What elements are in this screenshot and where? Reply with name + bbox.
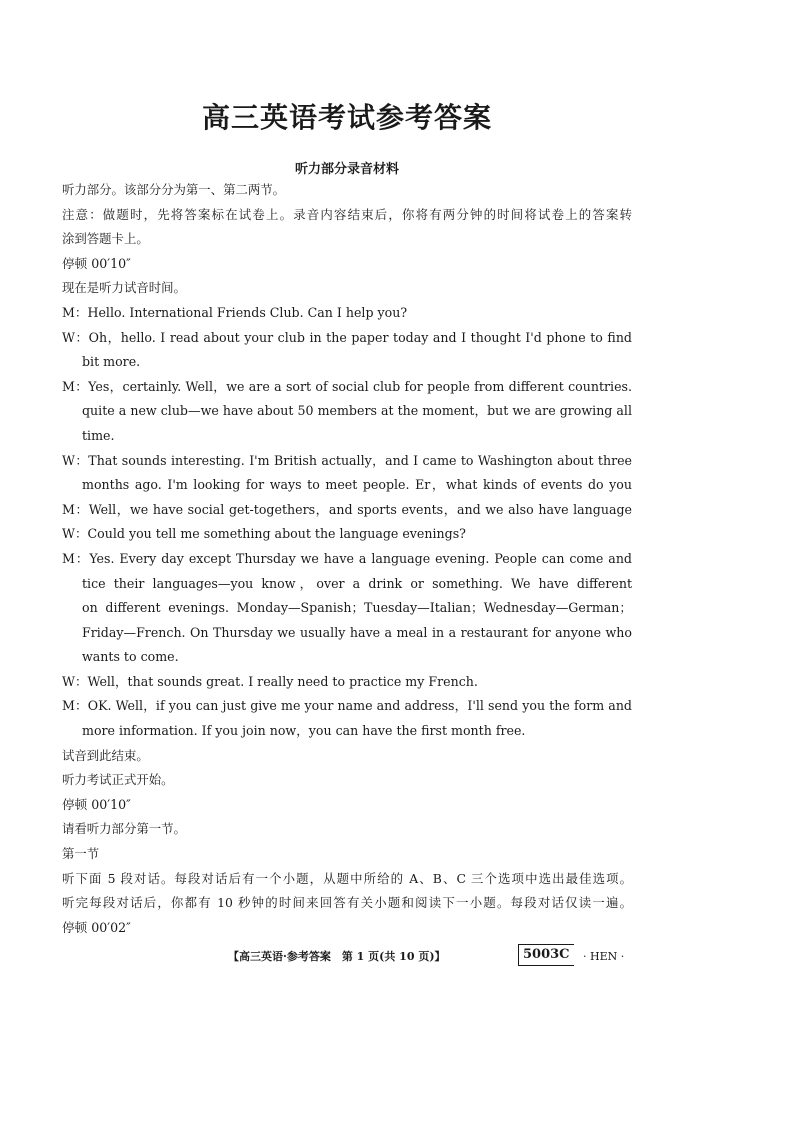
dialogue-line: bit more. (82, 354, 141, 370)
dialogue-line: months ago. I'm looking for ways to meet people. Er，what kinds of events do you (82, 477, 632, 493)
text-line: 听完每段对话后，你都有 10 秒钟的时间来回答有关小题和阅读下一小题。每段对话仅读一遍。 (62, 895, 632, 911)
text-line: 听力部分。该部分分为第一、第二两节。 (62, 182, 286, 197)
dialogue-line: W：That sounds interesting. I'm British actually，and I came to Washington about three (62, 452, 632, 468)
text-line: 涂到答题卡上。 (62, 231, 149, 247)
dialogue-line: quite a new club—we have about 50 members at the moment，but we are growing all (82, 403, 632, 419)
dialogue-line: W：Oh，hello. I read about your club in the paper today and I thought I'd phone to find (62, 329, 632, 345)
text-line: 听下面 5 段对话。每段对话后有一个小题，从题中所给的 A、B、C 三个选项中选出最佳选项。 (62, 870, 632, 886)
pause-marker: 停顿 00′10″ (62, 255, 131, 271)
transcript-body (62, 178, 632, 940)
section-title: 听力部分录音材料 (294, 162, 399, 177)
text-line: 请看听力部分第一节。 (62, 821, 186, 837)
text-line: 现在是听力试音时间。 (62, 280, 186, 296)
dialogue-line: on different evenings. Monday—Spanish；Tuesday—Italian；Wednesday—German； (82, 600, 632, 616)
pause-marker: 停顿 00′10″ (62, 796, 131, 812)
dialogue-line: M：Hello. International Friends Club. Can I help you? (62, 304, 408, 320)
dialogue-line: M：Yes，certainly. Well，we are a sort of social club for people from different countries. (62, 378, 632, 394)
dialogue-line: M：Well，we have social get-togethers，and sports events，and we also have language (62, 501, 632, 517)
dialogue-line: tice their languages—you know，over a drink or something. We have different (82, 575, 632, 591)
dialogue-line: M：OK. Well，if you can just give me your name and address，I'll send you the form and (62, 698, 632, 714)
footer-page-label: 【高三英语·参考答案 第 1 页(共 10 页)】 (228, 950, 446, 963)
page-title: 高三英语考试参考答案 (201, 101, 492, 134)
section-heading: 第一节 (62, 846, 100, 862)
text-line: 试音到此结束。 (62, 747, 149, 763)
dialogue-line: W：Could you tell me something about the language evenings? (62, 526, 466, 542)
dialogue-line: W：Well，that sounds great. I really need to practice my French. (62, 673, 478, 689)
footer-suffix: · HEN · (583, 950, 625, 963)
text-line: 听力考试正式开始。 (62, 772, 174, 788)
dialogue-line: M：Yes. Every day except Thursday we have a language evening. People can come and (62, 550, 632, 566)
text-line: 注意：做题时，先将答案标在试卷上。录音内容结束后，你将有两分钟的时间将试卷上的答案转 (62, 206, 632, 222)
dialogue-line: wants to come. (82, 649, 179, 665)
footer-code-badge: 5003C (518, 944, 574, 966)
pause-marker: 停顿 00′02″ (62, 919, 131, 935)
dialogue-line: Friday—French. On Thursday we usually have a meal in a restaurant for anyone who (82, 624, 632, 640)
dialogue-line: time. (82, 427, 115, 443)
dialogue-line: more information. If you join now，you can have the first month free. (82, 723, 526, 739)
